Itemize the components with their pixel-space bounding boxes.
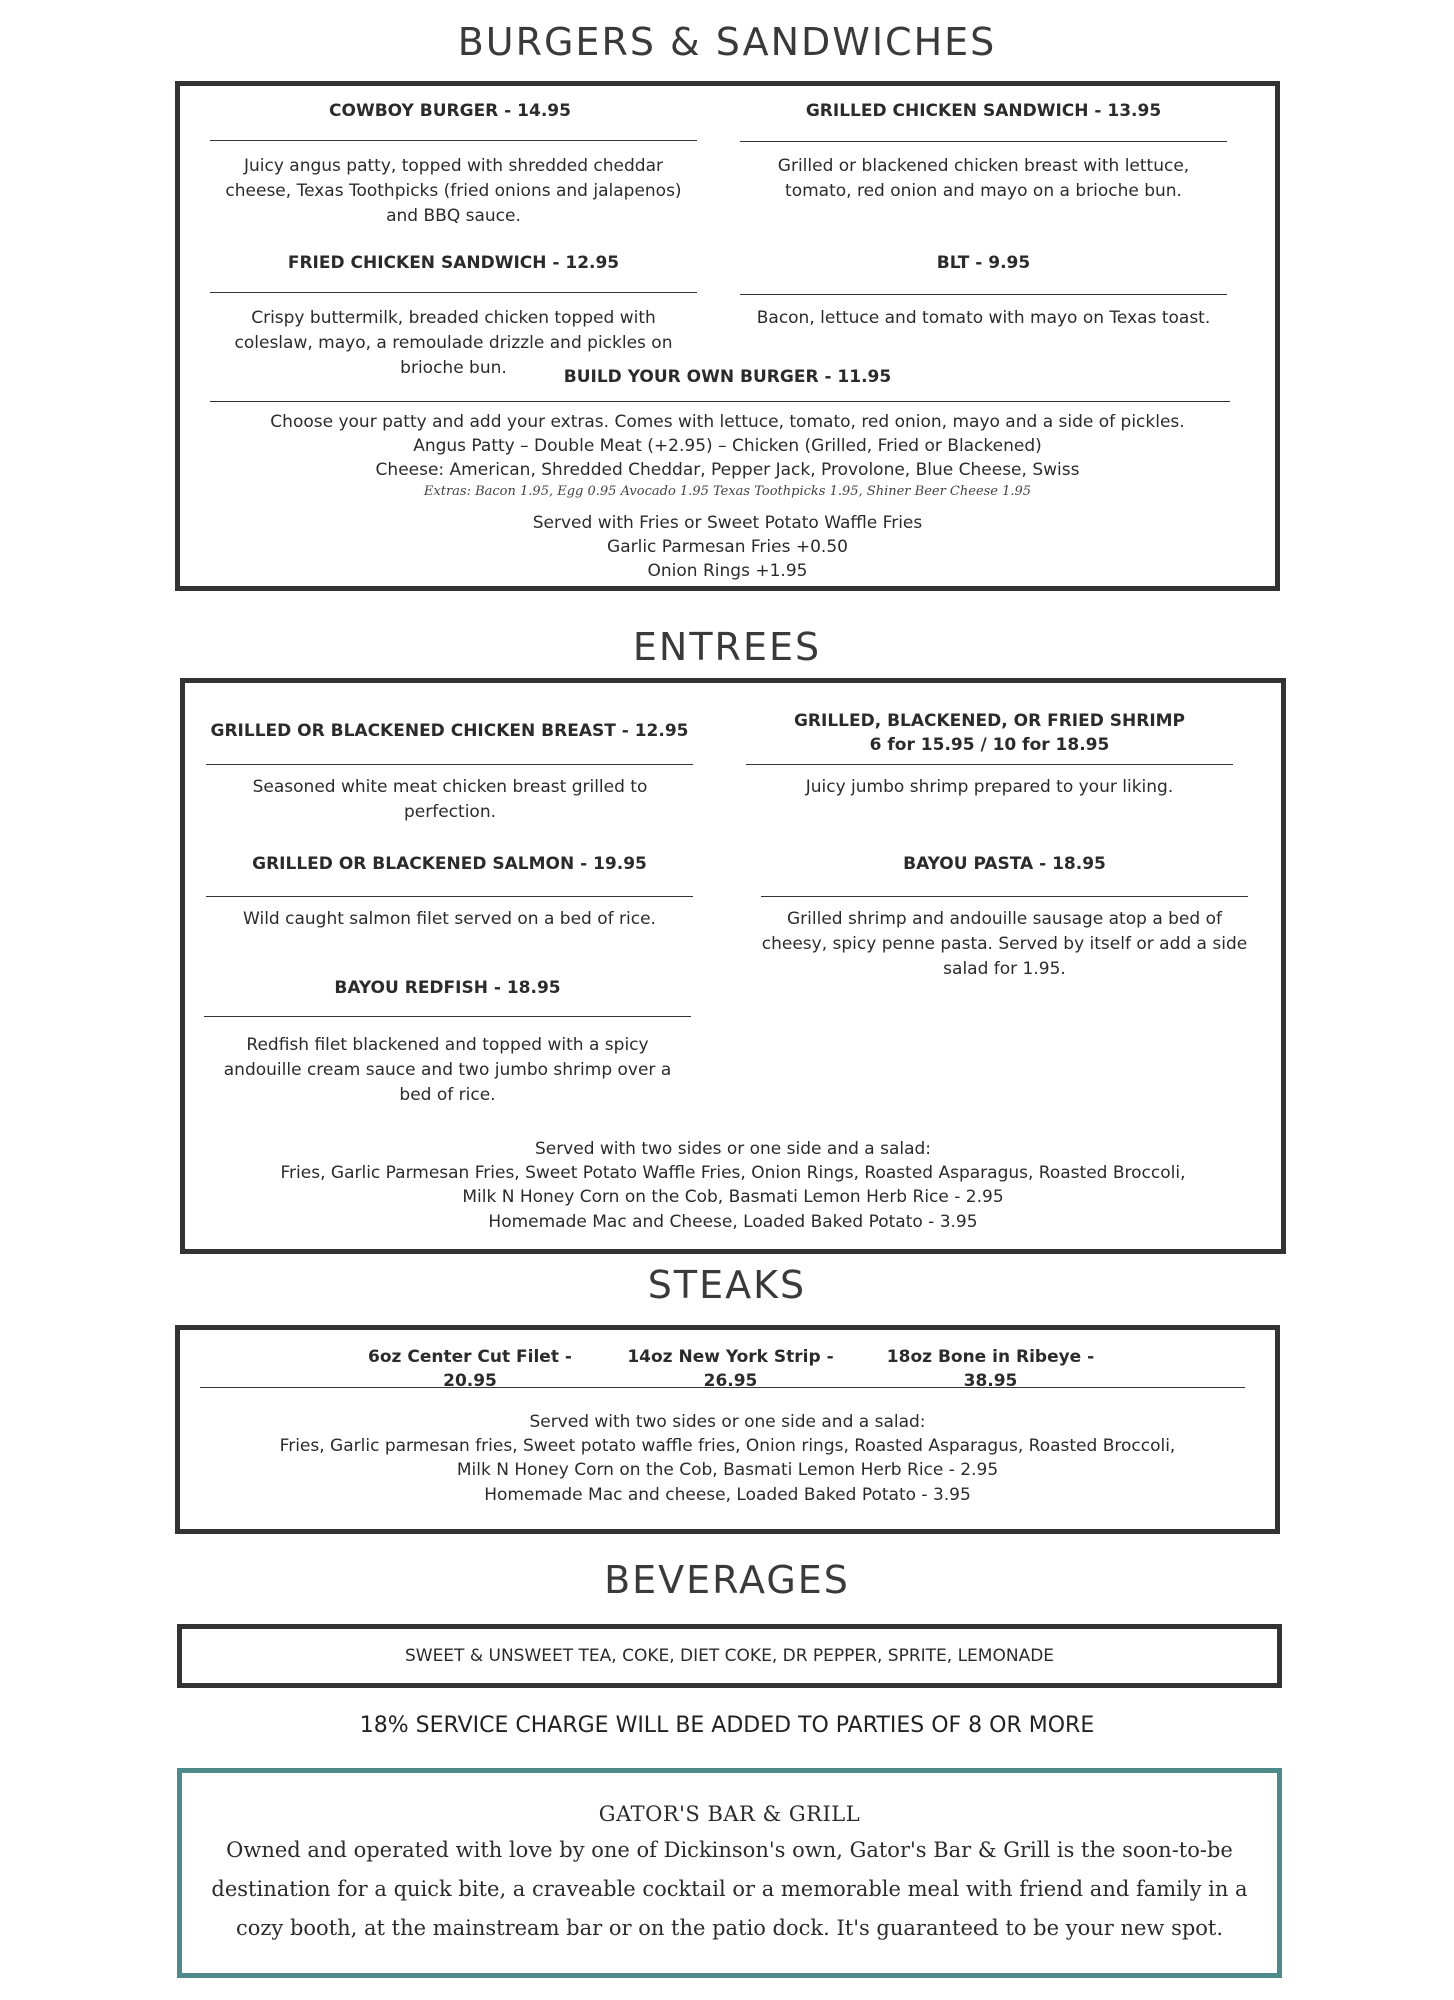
grilled-chicken-sandwich-title: GRILLED CHICKEN SANDWICH - 13.95 (805, 101, 1162, 121)
steaks-sides-line-4: Homemade Mac and cheese, Loaded Baked Potato - 3.95 (484, 1485, 971, 1505)
divider (210, 401, 1230, 402)
about-box (177, 1768, 1282, 1978)
restaurant-name: GATOR'S BAR & GRILL (598, 1802, 861, 1826)
fried-chicken-sandwich-title: FRIED CHICKEN SANDWICH - 12.95 (287, 253, 620, 273)
service-charge-note: 18% SERVICE CHARGE WILL BE ADDED TO PARTIES OF 8 OR MORE (359, 1713, 1095, 1738)
divider (746, 764, 1233, 765)
divider (204, 1016, 691, 1017)
shrimp-desc: Juicy jumbo shrimp prepared to your liking. (805, 777, 1174, 797)
byo-line-2: Angus Patty – Double Meat (+2.95) – Chicken (Grilled, Fried or Blackened) (413, 436, 1042, 456)
divider (740, 294, 1227, 295)
byo-line-3: Cheese: American, Shredded Cheddar, Pepper Jack, Provolone, Blue Cheese, Swiss (375, 460, 1080, 480)
steaks-sides-line-2: Fries, Garlic parmesan fries, Sweet potato waffle fries, Onion rings, Roasted Asparagus, Roasted Broccoli, (279, 1436, 1176, 1456)
bayou-pasta-desc: Grilled shrimp and andouille sausage atop a bed of cheesy, spicy penne pasta. Served by itself or add a side salad for 1.95. (761, 909, 1248, 979)
steaks-sides-line-1: Served with two sides or one side and a salad: (529, 1412, 926, 1432)
fried-chicken-sandwich-desc: Crispy buttermilk, breaded chicken topped with coleslaw, mayo, a remoulade drizzle and pickles on brioche bun. (234, 308, 673, 378)
divider (206, 764, 693, 765)
shrimp-title-line-2: 6 for 15.95 / 10 for 18.95 (869, 735, 1110, 755)
steaks-items-row (175, 1345, 1280, 1391)
beverages-box (177, 1624, 1282, 1688)
chicken-breast-desc: Seasoned white meat chicken breast grilled to perfection. (252, 777, 648, 822)
entrees-sides-line-3: Milk N Honey Corn on the Cob, Basmati Lemon Herb Rice - 2.95 (462, 1187, 1004, 1207)
byo-line-1: Choose your patty and add your extras. Comes with lettuce, tomato, red onion, mayo and a side of pickles. (270, 412, 1185, 432)
byo-details (180, 410, 1275, 590)
byo-sides-1: Served with Fries or Sweet Potato Waffle Fries (532, 513, 923, 533)
bayou-pasta-title: BAYOU PASTA - 18.95 (903, 854, 1106, 874)
salmon-title: GRILLED OR BLACKENED SALMON - 19.95 (252, 854, 647, 874)
steaks-sides (175, 1410, 1280, 1520)
divider (210, 140, 697, 141)
shrimp-title-line-1: GRILLED, BLACKENED, OR FRIED SHRIMP (793, 711, 1186, 731)
steaks-sides-line-3: Milk N Honey Corn on the Cob, Basmati Lemon Herb Rice - 2.95 (456, 1460, 999, 1480)
steak-ribeye: 18oz Bone in Ribeye - 38.95 (886, 1347, 1095, 1391)
burgers-section-title: BURGERS & SANDWICHES (457, 20, 997, 64)
blt-title: BLT - 9.95 (936, 253, 1031, 273)
entrees-sides-line-2: Fries, Garlic Parmesan Fries, Sweet Potato Waffle Fries, Onion Rings, Roasted Asparagus, Roasted Broccoli, (280, 1163, 1186, 1183)
byo-sides-3: Onion Rings +1.95 (647, 561, 808, 581)
bayou-redfish-desc: Redfish filet blackened and topped with a spicy andouille cream sauce and two jumbo shrimp over a bed of rice. (223, 1035, 672, 1105)
byo-sides-2: Garlic Parmesan Fries +0.50 (607, 537, 848, 557)
chicken-breast-title: GRILLED OR BLACKENED CHICKEN BREAST - 12.95 (210, 721, 689, 741)
beverages-section-title: BEVERAGES (604, 1558, 850, 1602)
cowboy-burger-title: COWBOY BURGER - 14.95 (329, 101, 571, 121)
blt-desc: Bacon, lettuce and tomato with mayo on Texas toast. (756, 308, 1211, 328)
bayou-redfish-title: BAYOU REDFISH - 18.95 (334, 978, 561, 998)
about-line-3: cozy booth, at the mainstream bar or on the patio dock. It's guaranteed to be your new spot. (235, 1916, 1224, 1940)
cowboy-burger-desc: Juicy angus patty, topped with shredded cheddar cheese, Texas Toothpicks (fried onions and jalapenos) and BBQ sauce. (225, 156, 682, 226)
divider (206, 896, 693, 897)
grilled-chicken-sandwich-desc: Grilled or blackened chicken breast with lettuce, tomato, red onion and mayo on a brioche bun. (777, 156, 1190, 201)
entrees-sides (180, 1137, 1286, 1247)
steak-new-york-strip: 14oz New York Strip - 26.95 (627, 1347, 834, 1391)
byo-burger-title: BUILD YOUR OWN BURGER - 11.95 (563, 367, 892, 387)
divider (210, 292, 697, 293)
divider (200, 1387, 1245, 1388)
divider (740, 141, 1227, 142)
byo-extras: Extras: Bacon 1.95, Egg 0.95 Avocado 1.95 Texas Toothpicks 1.95, Shiner Beer Cheese 1.95 (423, 484, 1032, 499)
entrees-sides-line-4: Homemade Mac and Cheese, Loaded Baked Potato - 3.95 (488, 1212, 978, 1232)
beverages-list: SWEET & UNSWEET TEA, COKE, DIET COKE, DR PEPPER, SPRITE, LEMONADE (404, 1646, 1055, 1666)
steak-filet: 6oz Center Cut Filet - 20.95 (368, 1347, 572, 1391)
entrees-section-title: ENTREES (632, 625, 822, 669)
entrees-sides-line-1: Served with two sides or one side and a salad: (534, 1139, 932, 1159)
divider (761, 896, 1248, 897)
steaks-section-title: STEAKS (647, 1263, 807, 1307)
salmon-desc: Wild caught salmon filet served on a bed of rice. (243, 909, 656, 929)
about-line-1: Owned and operated with love by one of Dickinson's own, Gator's Bar & Grill is the soon-to-be (226, 1838, 1233, 1862)
about-line-2: destination for a quick bite, a craveable cocktail or a memorable meal with friend and family in a (211, 1877, 1248, 1901)
